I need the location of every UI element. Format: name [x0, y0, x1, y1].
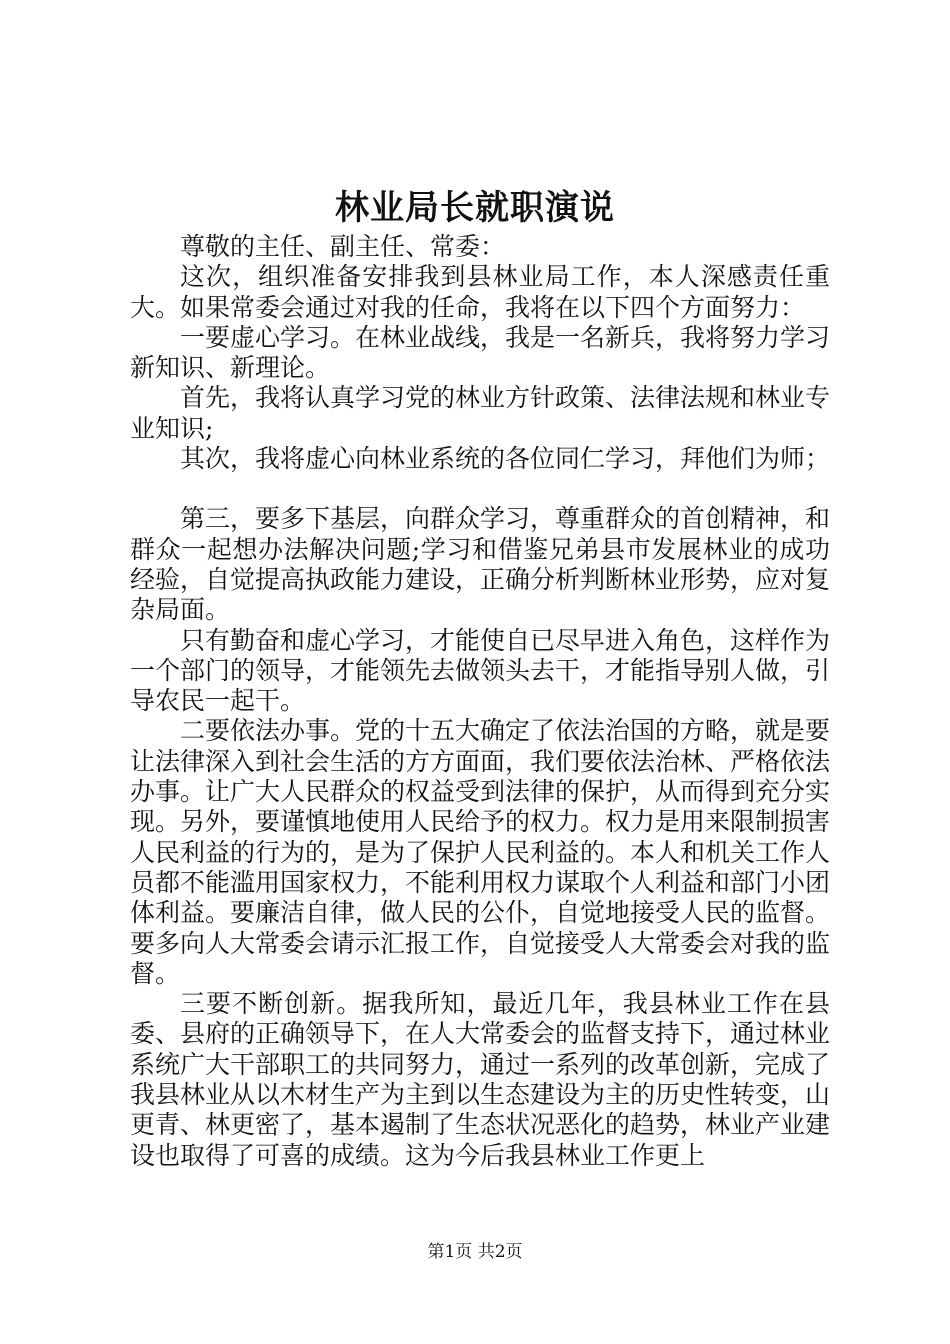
document-title: 林业局长就职演说 [335, 188, 615, 228]
page-number-footer: 第1页 共2页 [427, 1242, 523, 1262]
paragraph-salutation: 尊敬的主任、副主任、常委： [180, 232, 506, 261]
document-body [130, 232, 830, 1171]
paragraph: 第三，要多下基层，向群众学习，尊重群众的首创精神，和群众一起想办法解决问题;学习和借鉴兄弟县市发展林业的成功经验，自觉提高执政能力建设，正确分析判断林业形势，应对复杂局面。 [130, 504, 831, 625]
paragraph: 首先，我将认真学习党的林业方针政策、法律法规和林业专业知识; [130, 383, 831, 443]
paragraph: 三要不断创新。据我所知，最近几年，我县林业工作在县委、县府的正确领导下，在人大常委会的监督支持下，通过林业系统广大干部职工的共同努力，通过一系列的改革创新，完成了我县林业从以木材生产为主到以生态建设为主的历史性转变，山更青、林更密了，基本遏制了生态状况恶化的趋势，林业产业建设也取得了可喜的成绩。这为今后我县林业工作更上 [130, 989, 831, 1170]
paragraph: 二要依法办事。党的十五大确定了依法治国的方略，就是要让法律深入到社会生活的方方面面，我们要依法治林、严格依法办事。让广大人民群众的权益受到法律的保护，从而得到充分实现。另外，要谨慎地使用人民给予的权力。权力是用来限制损害人民利益的行为的，是为了保护人民利益的。本人和机关工作人员都不能滥用国家权力，不能利用权力谋取个人利益和部门小团体利益。要廉洁自律，做人民的公仆，自觉地接受人民的监督。要多向人大常委会请示汇报工作，自觉接受人大常委会对我的监督。 [130, 716, 831, 988]
paragraph: 这次，组织准备安排我到县林业局工作，本人深感责任重大。如果常委会通过对我的任命，我将在以下四个方面努力： [130, 262, 830, 322]
paragraph: 只有勤奋和虚心学习，才能使自已尽早进入角色，这样作为一个部门的领导，才能领先去做领头去干，才能指导别人做，引导农民一起干。 [130, 625, 831, 716]
paragraph: 其次，我将虚心向林业系统的各位同仁学习，拜他们为师； [180, 444, 831, 474]
paragraph: 一要虚心学习。在林业战线，我是一名新兵，我将努力学习新知识、新理论。 [130, 322, 831, 383]
